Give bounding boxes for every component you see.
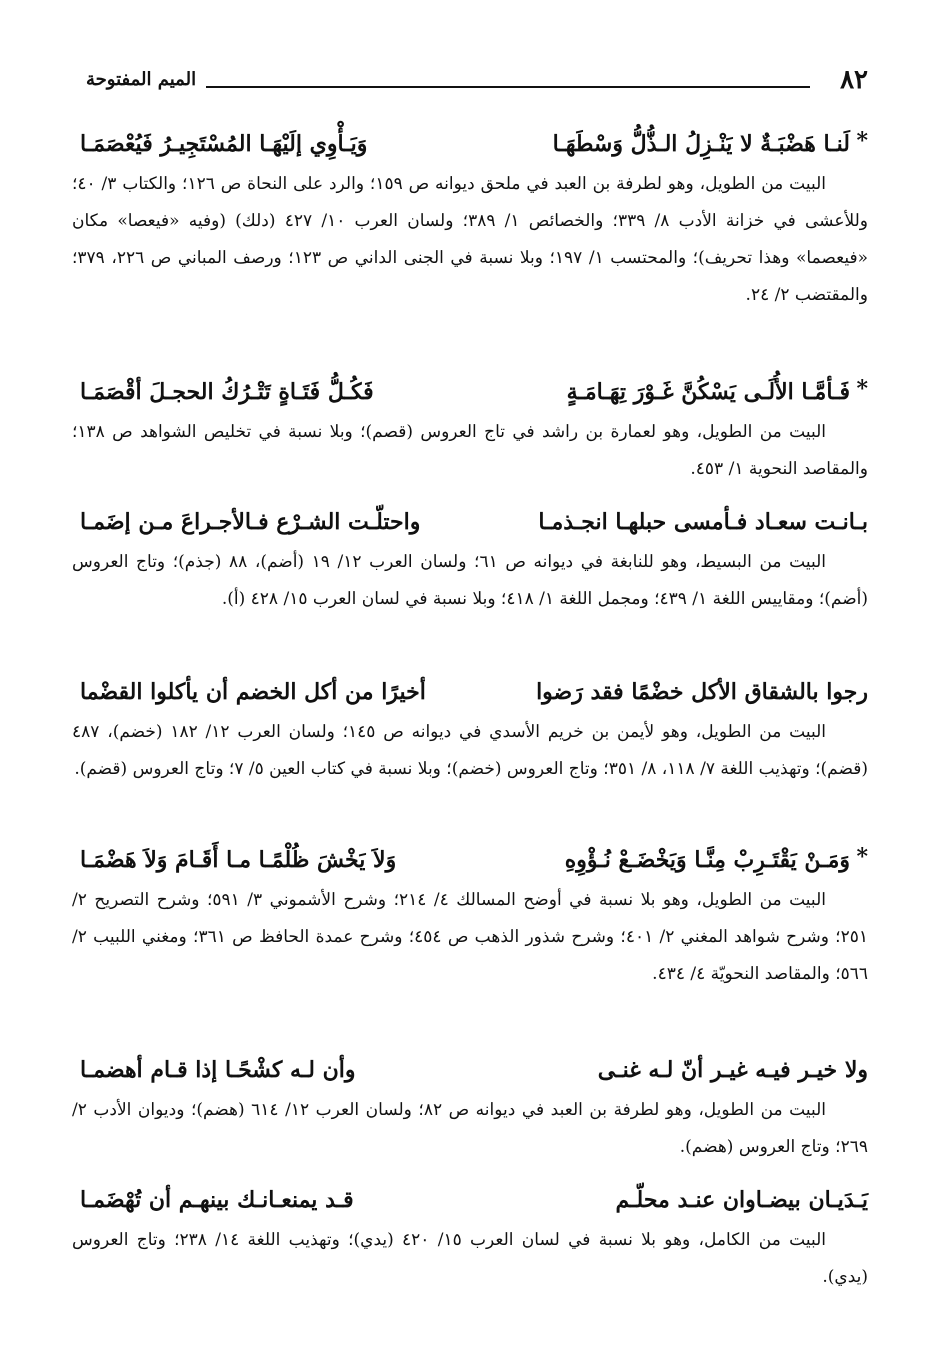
verse-first-hemistich: يَـدَيـان بيضـاوان عنـد محلّـم [615,1187,868,1213]
verse-commentary [72,166,868,314]
verse-commentary [72,714,868,788]
page-number: ٨٢ [840,65,868,95]
verse-line [72,1050,868,1090]
verse-entry [72,840,868,993]
header-rule [206,86,810,88]
verse-entry [72,1050,868,1166]
verse-first-hemistich: رجوا بالشقاق الأكل خضْمًا فقد رَضوا [536,679,868,705]
verse-commentary [72,544,868,618]
verse-second-hemistich: وأن لـه كشْحًـا إذا قـام أهضمـا [80,1057,356,1083]
verse-entry [72,124,868,314]
verse-second-hemistich: أخيرًا من أكل الخضم أن يأكلوا القضْما [80,679,426,705]
verse-second-hemistich: واحتلّـت الشـرْع فـالأجـراعَ مـن إضَمـا [80,509,421,535]
commentary-text: البيت من الطويل، وهو لأيمن بن خريم الأسدي في ديوانه ص ١٤٥؛ ولسان العرب ١٢/ ١٨٢ (خضم)، ٤٨٧ (قضم)؛ وتهذيب اللغة ٧/ ١١٨، ٨/ ٣٥١؛ وتاج العروس (خضم)؛ وبلا نسبة في كتاب العين ٥/ ٧؛ وتاج العروس (قضم). [72,722,868,779]
verse-commentary [72,1092,868,1166]
verse-entry [72,672,868,788]
verse-commentary [72,882,868,993]
commentary-text: البيت من الطويل، وهو لطرفة بن العبد في ديوانه ص ٨٢؛ ولسان العرب ١٢/ ٦١٤ (هضم)؛ وديوان الأدب ٢/ ٢٦٩؛ وتاج العروس (هضم). [72,1100,868,1157]
verse-line [72,1180,868,1220]
verse-first-hemistich: لَنـا هَضْبَـةٌ لا يَنْـزِلُ الـذُّلُّ وَسْطَهَـا [552,131,850,157]
commentary-text: البيت من الطويل، وهو لطرفة بن العبد في ملحق ديوانه ص ١٥٩؛ والرد على النحاة ص ١٢٦؛ والكتاب ٣/ ٤٠؛ وللأعشى في خزانة الأدب ٨/ ٣٣٩؛ والخصائص ١/ ٣٨٩؛ ولسان العرب ١٠/ ٤٢٧ (دلك) (وفيه «فيعصا» مكان «فيعصما» وهذا تحريف)؛ والمحتسب ١/ ١٩٧؛ وبلا نسبة في الجنى الداني ص ١٢٣؛ ورصف المباني ص ٢٢٦، ٣٧٩؛ والمقتضب ٢/ ٢٤. [72,174,869,305]
verse-star-marker: * [856,128,868,154]
running-title: الميم المفتوحة [86,69,197,90]
verse-star-marker: * [856,376,868,402]
page-header [86,62,868,98]
verse-commentary [72,414,868,488]
verse-first-hemistich: ولا خيـر فيـه غيـر أنّ لـه غنـى [597,1057,868,1083]
commentary-text: البيت من البسيط، وهو للنابغة في ديوانه ص ٦١؛ ولسان العرب ١٢/ ١٩ (أضم)، ٨٨ (جذم)؛ وتاج العروس (أضم)؛ ومقاييس اللغة ١/ ٤٣٩؛ ومجمل اللغة ١/ ٤١٨؛ وبلا نسبة في لسان العرب ١٥/ ٤٢٨ (أ). [72,552,868,609]
verse-star-marker: * [856,844,868,870]
verse-second-hemistich: فَكُـلُّ فَتَـاةٍ تَتْـرُكُ الحجـلَ أقْصَمَـا [80,379,374,405]
verse-first-hemistich: فَـأمَّـا الأُلَـى يَسْكُنَّ غَـوْرَ تِهَـامَـةٍ [566,379,850,405]
verse-line [72,124,868,164]
verse-line [72,672,868,712]
verse-entry [72,372,868,488]
verse-commentary [72,1222,868,1296]
verse-second-hemistich: وَيَـأْوِي إلَيْهَـا المُسْتَجِيـرُ فَيُعْصَمَـا [80,131,368,157]
verse-first-hemistich: بـانـت سعـاد فـأمسى حبلهـا انجـذمـا [538,509,868,535]
verse-line [72,502,868,542]
commentary-text: البيت من الكامل، وهو بلا نسبة في لسان العرب ١٥/ ٤٢٠ (يدي)؛ وتهذيب اللغة ١٤/ ٢٣٨؛ وتاج العروس (يدي). [72,1230,868,1287]
verse-second-hemistich: وَلاَ يَخْشَ ظُلْمًـا مـا أَقَـامَ وَلاَ هَضْمَـا [80,847,397,873]
verse-entry [72,502,868,618]
commentary-text: البيت من الطويل، وهو لعمارة بن راشد في تاج العروس (قصم)؛ وبلا نسبة في تخليص الشواهد ص ١٣٨؛ والمقاصد النحوية ١/ ٤٥٣. [72,422,868,479]
verse-line [72,372,868,412]
verse-second-hemistich: قـد يمنعـانـك بينهـم أن تُهْضَمـا [80,1187,354,1213]
verse-first-hemistich: وَمَـنْ يَقْتَـرِبْ مِنَّـا وَيَخْضَـعْ نُـؤْوِهِ [564,847,850,873]
verse-entry [72,1180,868,1296]
verse-line [72,840,868,880]
commentary-text: البيت من الطويل، وهو بلا نسبة في أوضح المسالك ٤/ ٢١٤؛ وشرح الأشموني ٣/ ٥٩١؛ وشرح التصريح ٢/ ٢٥١؛ وشرح شواهد المغني ٢/ ٤٠١؛ وشرح شذور الذهب ص ٤٥٤؛ وشرح عمدة الحافظ ص ٣٦١؛ ومغني اللبيب ٢/ ٥٦٦؛ والمقاصد النحويّة ٤/ ٤٣٤. [72,890,868,984]
